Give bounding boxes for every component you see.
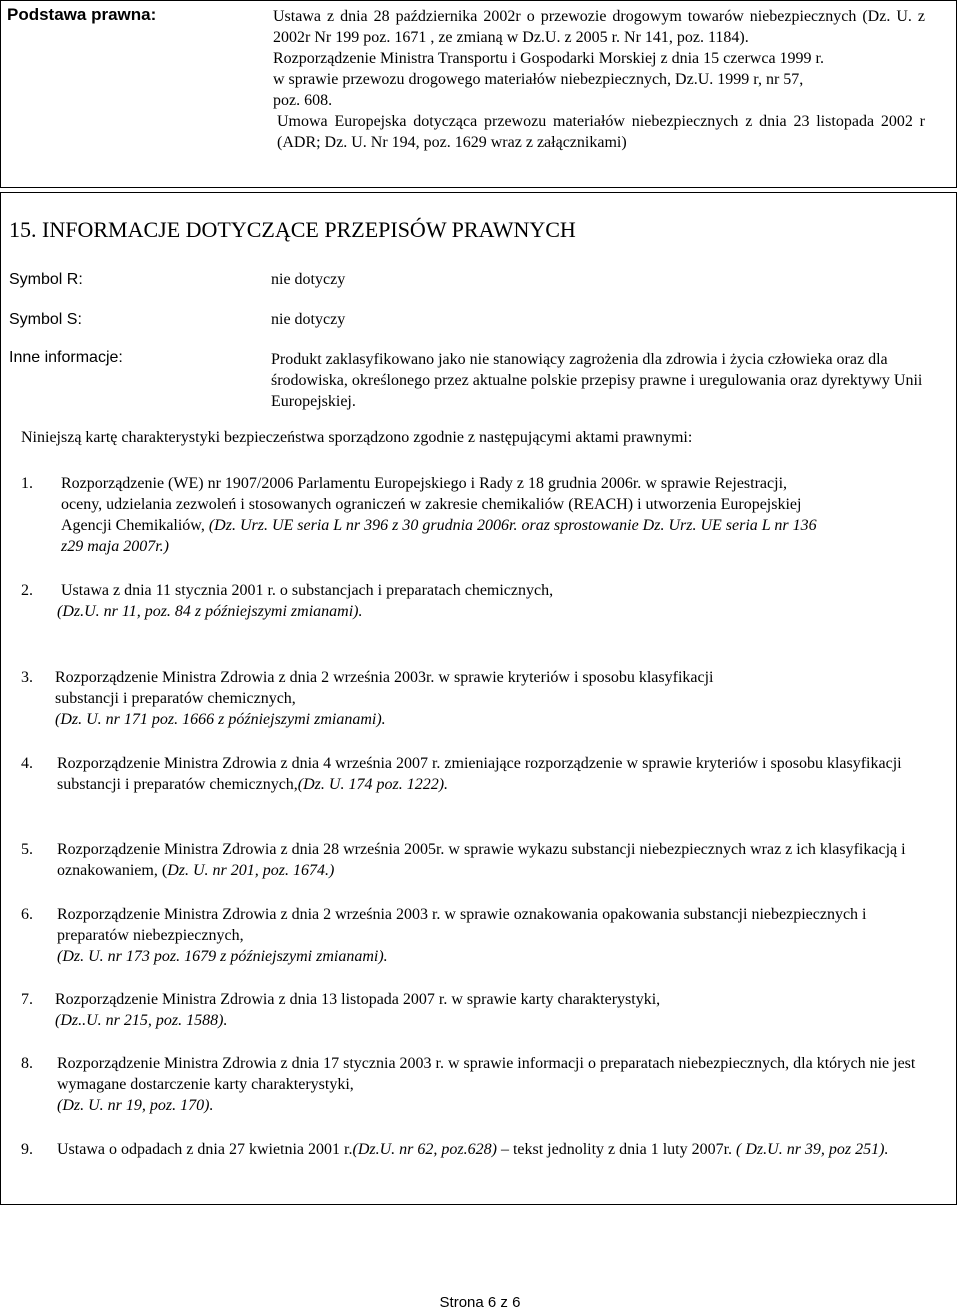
- act-reference: (Dz. U. nr 171 poz. 1666 z późniejszymi zmianami).: [55, 711, 386, 728]
- act-reference: (Dz. U. nr 173 poz. 1679 z późniejszymi zmianami).: [57, 948, 388, 965]
- act-text: Rozporządzenie Ministra Zdrowia z dnia 2 września 2003r. w sprawie kryteriów i sposobu klasyfikacji substancji i preparatów chemicznych,: [55, 669, 714, 707]
- list-number: 1.: [21, 475, 33, 492]
- section-15-box: [0, 192, 957, 1205]
- legal-basis-line: Ustawa z dnia 28 października 2002r o przewozie drogowym towarów niebezpiecznych (Dz. U. z 2002r Nr 199 poz. 1671 , ze zmianą w Dz.U. z 2005 r. Nr 141, poz. 1184).: [273, 8, 925, 46]
- act-text: Ustawa z dnia 11 stycznia 2001 r. o substancjach i preparatach chemicznych,: [61, 582, 554, 599]
- list-item: [21, 1139, 941, 1160]
- legal-basis-line: Rozporządzenie Ministra Transportu i Gospodarki Morskiej z dnia 15 czerwca 1999 r.: [273, 50, 824, 67]
- symbol-r-value: nie dotyczy: [271, 271, 346, 288]
- act-reference: (Dz. Urz. UE seria L nr 396 z 30 grudnia 2006r. oraz sprostowanie Dz. Urz. UE seria L nr 136 z29 maja 2007r.): [61, 517, 817, 555]
- other-info-value: Produkt zaklasyfikowano jako nie stanowiący zagrożenia dla zdrowia i życia człowieka oraz dla środowiska, określonego przez aktualne polskie przepisy prawne i uregulowania oraz dyrektywy Unii Europejskiej.: [271, 351, 923, 410]
- act-text: Ustawa o odpadach z dnia 27 kwietnia 2001 r.: [57, 1141, 353, 1158]
- symbol-r-label: Symbol R:: [9, 271, 83, 288]
- legal-basis-line: Umowa Europejska dotycząca przewozu materiałów niebezpiecznych z dnia 23 listopada 2002 r (ADR; Dz. U. Nr 194, poz. 1629 wraz z załącznikami): [277, 113, 925, 151]
- list-item: [21, 580, 941, 622]
- legal-basis-box: [0, 0, 957, 188]
- act-reference-secondary: ( Dz.U. nr 39, poz 251).: [732, 1141, 889, 1158]
- act-reference: (Dz..U. nr 215, poz. 1588).: [55, 1012, 228, 1029]
- list-number: 7.: [21, 991, 33, 1008]
- act-text: Rozporządzenie Ministra Zdrowia z dnia 2 września 2003 r. w sprawie oznakowania opakowania substancji niebezpiecznych i preparatów niebezpiecznych,: [57, 906, 867, 944]
- legal-basis-line: w sprawie przewozu drogowego materiałów niebezpiecznych, Dz.U. 1999 r, nr 57,: [273, 71, 804, 88]
- list-item: [21, 989, 941, 1031]
- list-number: 5.: [21, 841, 33, 858]
- act-text: Rozporządzenie (WE) nr 1907/2006 Parlamentu Europejskiego i Rady z 18 grudnia 2006r. w sprawie Rejestracji, oceny, udzielania zezwoleń i stosowanych ograniczeń w zakresie chemikaliów (REACH) i utworzenia Europejskiej Agencji Chemikaliów,: [61, 475, 802, 534]
- act-text: Rozporządzenie Ministra Zdrowia z dnia 28 września 2005r. w sprawie wykazu substancji niebezpiecznych wraz z ich klasyfikacją i oznakowaniem, (: [57, 841, 906, 879]
- list-item: [21, 1053, 941, 1116]
- acts-intro: Niniejszą kartę charakterystyki bezpieczeństwa sporządzono zgodnie z następującymi aktami prawnymi:: [21, 429, 693, 446]
- list-number: 2.: [21, 582, 33, 599]
- act-reference: (Dz. U. 174 poz. 1222).: [297, 776, 449, 793]
- other-info-label: Inne informacje:: [9, 349, 123, 366]
- symbol-s-value: nie dotyczy: [271, 311, 346, 328]
- act-text-continued: – tekst jednolity z dnia 1 luty 2007r.: [496, 1141, 733, 1158]
- list-number: 3.: [21, 669, 33, 686]
- act-text: Rozporządzenie Ministra Zdrowia z dnia 17 stycznia 2003 r. w sprawie informacji o preparatach niebezpiecznych, dla których nie jest wymagane dostarczenie karty charakterystyki,: [57, 1055, 916, 1093]
- legal-basis-line: poz. 608.: [273, 92, 333, 109]
- list-number: 8.: [21, 1055, 33, 1072]
- act-reference: (Dz.U. nr 11, poz. 84 z późniejszymi zmianami).: [57, 603, 363, 620]
- list-item: [21, 667, 941, 730]
- list-number: 9.: [21, 1141, 33, 1158]
- act-reference: (Dz. U. nr 19, poz. 170).: [57, 1097, 214, 1114]
- act-reference: (Dz.U. nr 62, poz.628): [352, 1141, 497, 1158]
- list-item: [21, 473, 941, 557]
- section-heading: 15. INFORMACJE DOTYCZĄCE PRZEPISÓW PRAWNYCH: [9, 217, 576, 242]
- legal-basis-label: Podstawa prawna:: [7, 5, 157, 24]
- legal-basis-text: [273, 6, 925, 153]
- act-text: Rozporządzenie Ministra Zdrowia z dnia 4 września 2007 r. zmieniające rozporządzenie w sprawie kryteriów i sposobu klasyfikacji substancji i preparatów chemicznych,: [57, 755, 902, 793]
- list-item: [21, 753, 941, 795]
- list-item: [21, 904, 941, 967]
- list-number: 6.: [21, 906, 33, 923]
- act-reference: Dz. U. nr 201, poz. 1674.): [167, 862, 335, 879]
- list-number: 4.: [21, 755, 33, 772]
- symbol-s-label: Symbol S:: [9, 311, 82, 328]
- act-text: Rozporządzenie Ministra Zdrowia z dnia 13 listopada 2007 r. w sprawie karty charakterystyki,: [55, 991, 661, 1008]
- page-number: Strona 6 z 6: [439, 1294, 521, 1311]
- list-item: [21, 839, 941, 881]
